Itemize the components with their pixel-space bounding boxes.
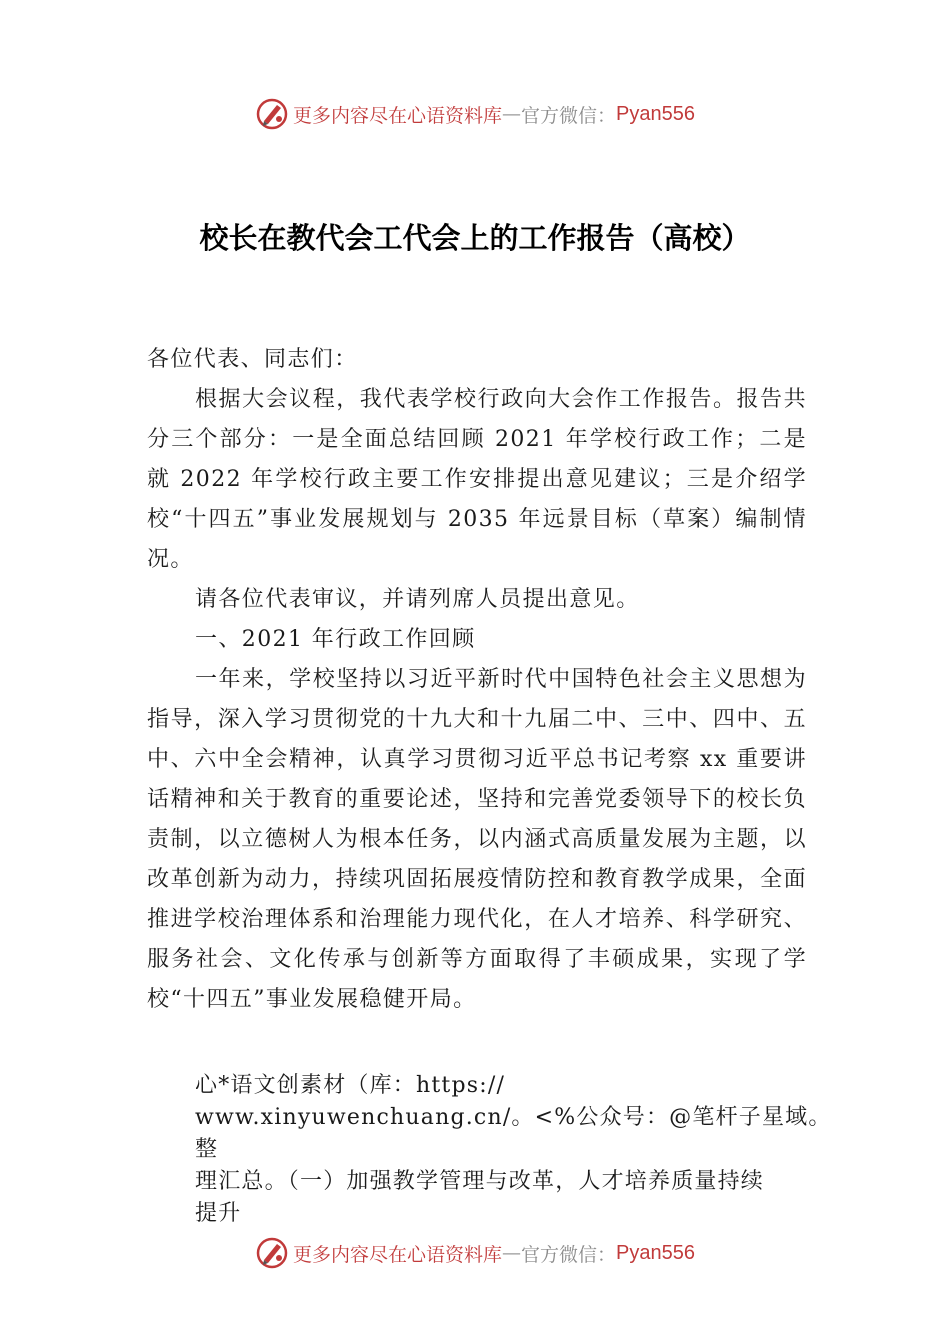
paragraph-request: 请各位代表审议，并请列席人员提出意见。 [195, 587, 640, 612]
banner-dash: — [502, 103, 522, 125]
header-banner[interactable] [0, 94, 950, 134]
source-line: 心*语文创素材（库：https:// [195, 1073, 506, 1098]
banner-text: 更多内容尽在心语资料库 [293, 104, 503, 127]
document-title: 校长在教代会工代会上的工作报告（高校） [199, 221, 751, 255]
paragraph-review: 一年来，学校坚持以习近平新时代中国特色社会主义思想为指导，深入学习贯彻党的十九大和十九届二中、三中、四中、五中、六中全会精神，认真学习贯彻习近平总书记考察 xx 重要讲话精神和关于教育的重要论述，坚持和完善党委领导下的校长负责制，以立德树人为根本任务，以内涵式高质量发展为主题，以改革创新为动力，持续巩固拓展疫情防控和教育教学成果，全面推进学校治理体系和治理能力现代化，在人才培养、科学研究、服务社会、文化传承与创新等方面取得了丰硕成果，实现了学校“十四五”事业发展稳健开局。 [147, 667, 807, 1012]
banner-wechat-id: Pyan556 [616, 102, 695, 125]
source-note [195, 1070, 845, 1230]
footer-banner[interactable] [0, 1233, 950, 1273]
pen-logo-icon [255, 97, 289, 131]
source-line: 提升 [195, 1201, 242, 1226]
banner-wechat-id: Pyan556 [616, 1241, 695, 1264]
banner-dash: — [502, 1242, 522, 1264]
section-heading: 一、2021 年行政工作回顾 [195, 627, 476, 652]
source-line: 理汇总。（一）加强教学管理与改革，人才培养质量持续 [195, 1169, 765, 1194]
pen-logo-icon [255, 1236, 289, 1270]
banner-wechat-label: 官方微信： [521, 104, 617, 127]
source-line: www.xinyuwenchuang.cn/。<%公众号：@笔杆子星域。整 [195, 1105, 832, 1162]
paragraph-intro: 根据大会议程，我代表学校行政向大会作工作报告。报告共分三个部分：一是全面总结回顾 2021 年学校行政工作；二是就 2022 年学校行政主要工作安排提出意见建议；三是介绍学校“十四五”事业发展规划与 2035 年远景目标（草案）编制情况。 [147, 387, 807, 572]
salutation: 各位代表、同志们： [147, 347, 358, 372]
banner-wechat-label: 官方微信： [521, 1243, 617, 1266]
banner-text: 更多内容尽在心语资料库 [293, 1243, 503, 1266]
document-body [147, 340, 807, 1020]
